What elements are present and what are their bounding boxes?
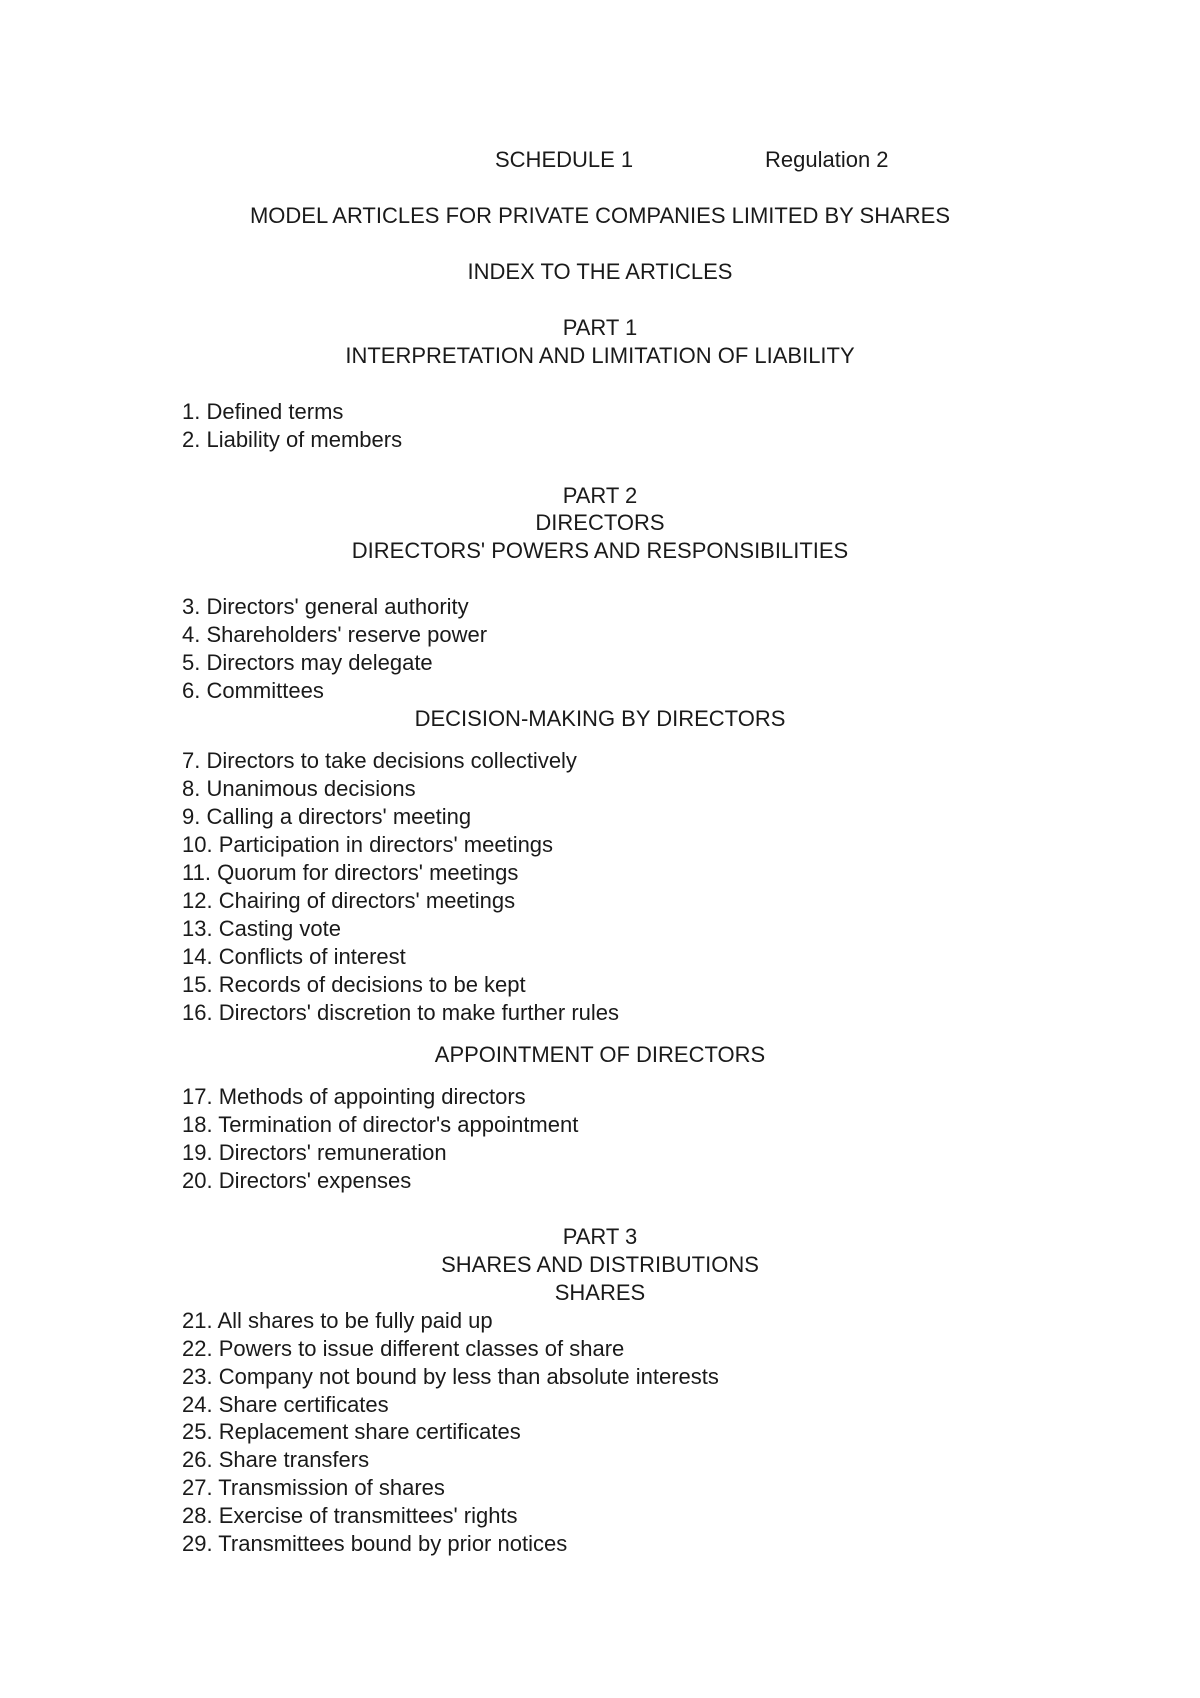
index-item: 21. All shares to be fully paid up (182, 1308, 493, 1333)
index-item: 9. Calling a directors' meeting (182, 804, 472, 829)
regulation-label: Regulation 2 (765, 147, 889, 172)
index-item: 15. Records of decisions to be kept (182, 972, 526, 997)
index-item: 6. Committees (182, 678, 324, 703)
index-item: 5. Directors may delegate (182, 650, 433, 675)
index-item: 27. Transmission of shares (182, 1475, 445, 1500)
index-item: 7. Directors to take decisions collectively (182, 748, 577, 773)
index-item: 26. Share transfers (182, 1447, 370, 1472)
part2-subheading-decision-making: DECISION-MAKING BY DIRECTORS (414, 706, 786, 731)
part1-label: PART 1 (562, 315, 638, 340)
index-item: 23. Company not bound by less than absolute interests (182, 1364, 719, 1389)
index-item: 19. Directors' remuneration (182, 1140, 447, 1165)
part3-subheading-shares: SHARES (554, 1280, 646, 1305)
index-item: 24. Share certificates (182, 1392, 389, 1417)
index-item: 16. Directors' discretion to make further rules (182, 1000, 620, 1025)
index-item: 25. Replacement share certificates (182, 1419, 521, 1444)
part3-label: PART 3 (562, 1224, 638, 1249)
index-item: 13. Casting vote (182, 916, 341, 941)
document-title: MODEL ARTICLES FOR PRIVATE COMPANIES LIMITED BY SHARES (249, 203, 951, 228)
index-item: 14. Conflicts of interest (182, 944, 406, 969)
index-item: 20. Directors' expenses (182, 1168, 412, 1193)
part2-subheading-powers: DIRECTORS' POWERS AND RESPONSIBILITIES (351, 538, 849, 563)
schedule-label: SCHEDULE 1 (495, 147, 634, 172)
part2-label: PART 2 (562, 483, 638, 508)
index-item: 1. Defined terms (182, 399, 344, 424)
index-item: 22. Powers to issue different classes of share (182, 1336, 625, 1361)
index-item: 8. Unanimous decisions (182, 776, 416, 801)
part1-heading: INTERPRETATION AND LIMITATION OF LIABILITY (345, 343, 855, 368)
part2-heading: DIRECTORS (535, 510, 665, 535)
part3-heading: SHARES AND DISTRIBUTIONS (441, 1252, 759, 1277)
index-item: 4. Shareholders' reserve power (182, 622, 488, 647)
index-item: 2. Liability of members (182, 427, 403, 452)
index-item: 12. Chairing of directors' meetings (182, 888, 516, 913)
index-item: 17. Methods of appointing directors (182, 1084, 526, 1109)
index-item: 28. Exercise of transmittees' rights (182, 1503, 518, 1528)
index-item: 10. Participation in directors' meetings (182, 832, 554, 857)
index-title: INDEX TO THE ARTICLES (467, 259, 733, 284)
part2-subheading-appointment: APPOINTMENT OF DIRECTORS (434, 1042, 766, 1067)
index-item: 3. Directors' general authority (182, 594, 469, 619)
index-item: 29. Transmittees bound by prior notices (182, 1531, 568, 1556)
index-item: 18. Termination of director's appointment (182, 1112, 579, 1137)
index-item: 11. Quorum for directors' meetings (182, 860, 519, 885)
